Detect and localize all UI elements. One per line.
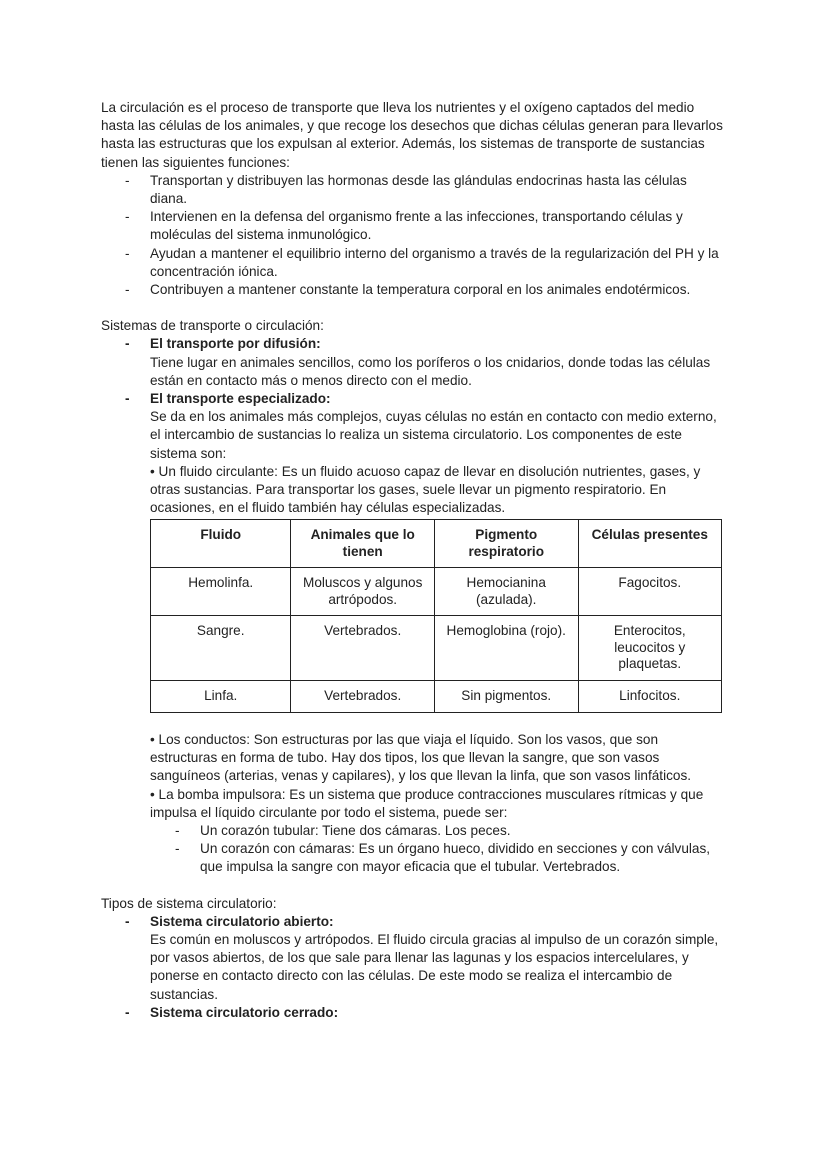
table-header: Pigmento respiratorio (434, 520, 578, 568)
table-cell: Sin pigmentos. (434, 680, 578, 712)
types-heading: Tipos de sistema circulatorio: (101, 895, 277, 911)
table-header: Fluido (151, 520, 291, 568)
functions-list (101, 172, 727, 299)
list-item: - Un corazón con cámaras: Es un órgano hueco, dividido en secciones y con válvulas, que impulsa la sangre con mayor eficacia que el tubular. Vertebrados. (101, 840, 727, 876)
list-item (101, 1004, 727, 1022)
table-header: Células presentes (578, 520, 722, 568)
closed-title: - Sistema circulatorio cerrado: (150, 1004, 339, 1020)
specialized-text: Se da en los animales más complejos, cuyas células no están en contacto con medio externo, el intercambio de sustancias lo realiza un sistema circulatorio. Los componentes de este sistema son: (150, 409, 717, 461)
table-cell: Hemoglobina (rojo). (434, 616, 578, 681)
intro-paragraph: La circulación es el proceso de transporte que lleva los nutrientes y el oxígeno captados del medio hasta las células de los animales, y que recoge los desechos que dichas células generan para llevarlos hasta las estructuras que los expulsan al exterior. Además, los sistemas de transporte de sustancias tienen las siguientes funciones: (101, 100, 723, 170)
table-cell: Linfocitos. (578, 680, 722, 712)
table-header: Animales que lo tienen (291, 520, 435, 568)
diffusion-title: - El transporte por difusión: (150, 336, 321, 352)
open-title: - Sistema circulatorio abierto: (150, 913, 334, 929)
types-list (101, 913, 727, 1022)
document-page (101, 99, 727, 1022)
table-row (151, 568, 722, 616)
table-cell: Hemocianina (azulada). (434, 568, 578, 616)
table-cell: Moluscos y algunos artrópodos. (291, 568, 435, 616)
list-item (101, 335, 727, 390)
table-cell: Enterocitos, leucocitos y plaquetas. (578, 616, 722, 681)
systems-list (101, 335, 727, 517)
pump-text: • La bomba impulsora: Es un sistema que produce contracciones musculares rítmicas y que impulsa el líquido circulante por todo el sistema, puede ser: (150, 786, 704, 820)
table-cell: Vertebrados. (291, 616, 435, 681)
diffusion-text: Tiene lugar en animales sencillos, como los poríferos o los cnidarios, donde todas las células están en contacto más o menos directo con el medio. (150, 354, 711, 388)
table-cell: Hemolinfa. (151, 568, 291, 616)
systems-heading: Sistemas de transporte o circulación: (101, 318, 324, 334)
table-cell: Sangre. (151, 616, 291, 681)
table-cell: Linfa. (151, 680, 291, 712)
table-cell: Vertebrados. (291, 680, 435, 712)
list-item: - Ayudan a mantener el equilibrio interno del organismo a través de la regularización del PH y la concentración iónica. (101, 245, 727, 281)
table-row (151, 680, 722, 712)
open-text: Es común en moluscos y artrópodos. El fluido circula gracias al impulso de un corazón simple, por vasos abiertos, de los que sale para llenar las lagunas y los espacios intercelulares, y ponerse en contacto directo con las células. De este modo se realiza el intercambio de sustancias. (150, 932, 719, 1002)
list-item: - Intervienen en la defensa del organismo frente a las infecciones, transportando células y moléculas del sistema inmunológico. (101, 208, 727, 244)
list-item: - Contribuyen a mantener constante la temperatura corporal en los animales endotérmicos. (101, 281, 727, 299)
fluid-text: • Un fluido circulante: Es un fluido acuoso capaz de llevar en disolución nutrientes, gases, y otras sustancias. Para transportar los gases, suele llevar un pigmento respiratorio. En ocasiones, en el fluido también hay células especializadas. (150, 463, 701, 516)
conducts-text: • Los conductos: Son estructuras por las que viaja el líquido. Son los vasos, que son estructuras en forma de tubo. Hay dos tipos, los que llevan la sangre, que son vasos sanguíneos (arterias, venas y capilares), y los que llevan la linfa, que son vasos linfáticos. (150, 731, 692, 784)
list-item (101, 390, 727, 517)
pump-types-list (150, 822, 727, 877)
list-item (101, 913, 727, 1004)
list-item: - Un corazón tubular: Tiene dos cámaras. Los peces. (101, 822, 727, 840)
fluids-table (150, 519, 722, 713)
components-block (101, 731, 727, 877)
table-cell: Fagocitos. (578, 568, 722, 616)
list-item: - Transportan y distribuyen las hormonas desde las glándulas endocrinas hasta las células diana. (101, 172, 727, 208)
specialized-title: - El transporte especializado: (150, 391, 331, 407)
table-row (151, 616, 722, 681)
